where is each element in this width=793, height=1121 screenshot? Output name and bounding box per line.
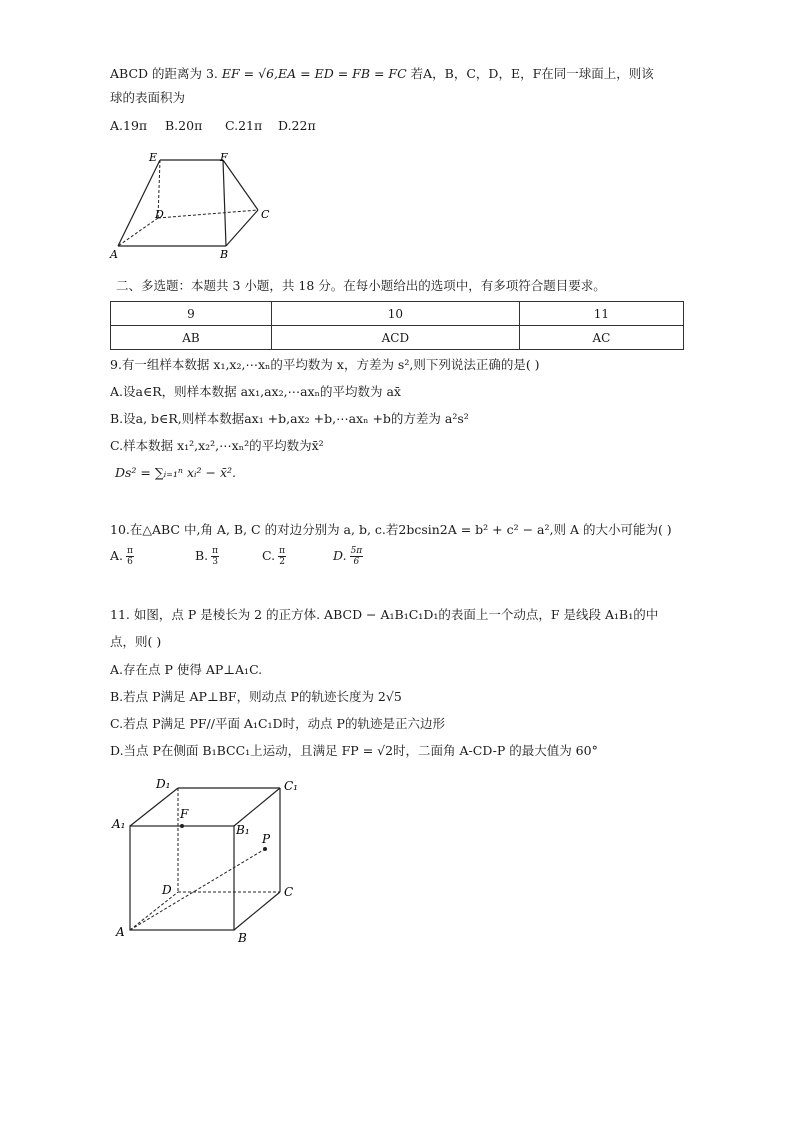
label-c: C (284, 885, 294, 899)
frustum-figure (108, 148, 278, 264)
label-d1: D₁ (156, 777, 171, 791)
label-b: B (238, 931, 247, 945)
q10-option-b (195, 546, 219, 567)
q11-option-d: D.当点 P在侧面 B₁BCC₁上运动，且满足 FP = √2时，二面角 A-CD-P 的最大值为 60° (110, 743, 598, 758)
table-cell: 9 (111, 302, 272, 326)
q9-option-b: B.设a, b∈R,则样本数据ax₁ +b,ax₂ +b,⋯axₙ +b的方差为 a²s² (110, 411, 469, 426)
cube-figure (108, 770, 318, 946)
q10-stem: 10.在△ABC 中,角 A, B, C 的对边分别为 a, b, c.若2bcsin2A = b² + c² − a²,则 A 的大小可能为( ) (110, 522, 672, 537)
fraction: $\frac{\pi}{2}$ (279, 546, 286, 567)
q8-option-a: A.19π (110, 118, 148, 133)
q8-line1 (110, 64, 654, 82)
option-prefix: A. (110, 548, 124, 563)
label-a: A (110, 248, 118, 261)
q8-line2: 球的表面积为 (110, 90, 186, 105)
q8-option-d: D.22π (278, 118, 316, 133)
label-f: F (220, 151, 228, 164)
option-prefix: C. (262, 548, 276, 563)
table-cell: AB (111, 326, 272, 350)
q8-line1-a: ABCD 的距离为 3. (110, 66, 218, 81)
label-d: D (155, 208, 164, 221)
label-c: C (261, 208, 270, 221)
q9-option-a: A.设a∈R，则样本数据 ax₁,ax₂,⋯axₙ的平均数为 ax̄ (110, 384, 401, 399)
option-prefix: D. (333, 548, 347, 563)
answer-table-row (111, 326, 684, 350)
label-c1: C₁ (284, 779, 298, 793)
table-cell: 11 (519, 302, 683, 326)
point-p-dot (263, 847, 267, 851)
option-prefix: B. (195, 548, 209, 563)
point-f-dot (180, 824, 184, 828)
q10-option-d (333, 546, 363, 567)
q11-stem-line1: 11. 如图，点 P 是棱长为 2 的正方体. ABCD − A₁B₁C₁D₁的表面上一个动点，F 是线段 A₁B₁的中 (110, 607, 659, 622)
table-cell: AC (519, 326, 683, 350)
section2-heading: 二、多选题：本题共 3 小题，共 18 分。在每小题给出的选项中，有多项符合题目要求。 (116, 278, 606, 293)
q8-option-c: C.21π (225, 118, 263, 133)
label-e: E (149, 151, 158, 164)
fraction: $\frac{\pi}{3}$ (212, 546, 219, 567)
q11-stem-line2: 点，则( ) (110, 634, 162, 649)
answer-table-header-row (111, 302, 684, 326)
q9-option-c: C.样本数据 x₁²,x₂²,⋯xₙ²的平均数为x̄² (110, 438, 324, 453)
q8-option-b: B.20π (165, 118, 203, 133)
label-d: D (162, 883, 172, 897)
table-cell: ACD (271, 326, 519, 350)
fraction: $\frac{\pi}{6}$ (127, 546, 133, 567)
label-f: F (180, 807, 189, 821)
q8-line1-math: EF = √6,EA = ED = FB = FC (221, 66, 407, 81)
q10-option-a (110, 546, 134, 567)
q11-option-c: C.若点 P满足 PF//平面 A₁C₁D时，动点 P的轨迹是正六边形 (110, 716, 445, 731)
label-a: A (116, 925, 125, 939)
label-b: B (220, 248, 229, 261)
q8-line1-b: 若A，B，C，D，E，F在同一球面上，则该 (410, 66, 654, 81)
answer-table (110, 301, 684, 350)
q11-option-a: A.存在点 P 使得 AP⊥A₁C. (110, 662, 263, 677)
label-b1: B₁ (236, 823, 250, 837)
label-p: P (262, 832, 271, 846)
q9-option-d: Ds² = ∑ᵢ₌₁ⁿ xᵢ² − x̄². (115, 465, 236, 480)
q10-option-c (262, 546, 286, 567)
label-a1: A₁ (112, 817, 126, 831)
q11-option-b: B.若点 P满足 AP⊥BF，则动点 P的轨迹长度为 2√5 (110, 689, 402, 704)
fraction: $\frac{5\pi}{6}$ (350, 546, 363, 567)
table-cell: 10 (271, 302, 519, 326)
q9-stem: 9.有一组样本数据 x₁,x₂,⋯xₙ的平均数为 x，方差为 s²,则下列说法正确的是( ) (110, 357, 540, 372)
